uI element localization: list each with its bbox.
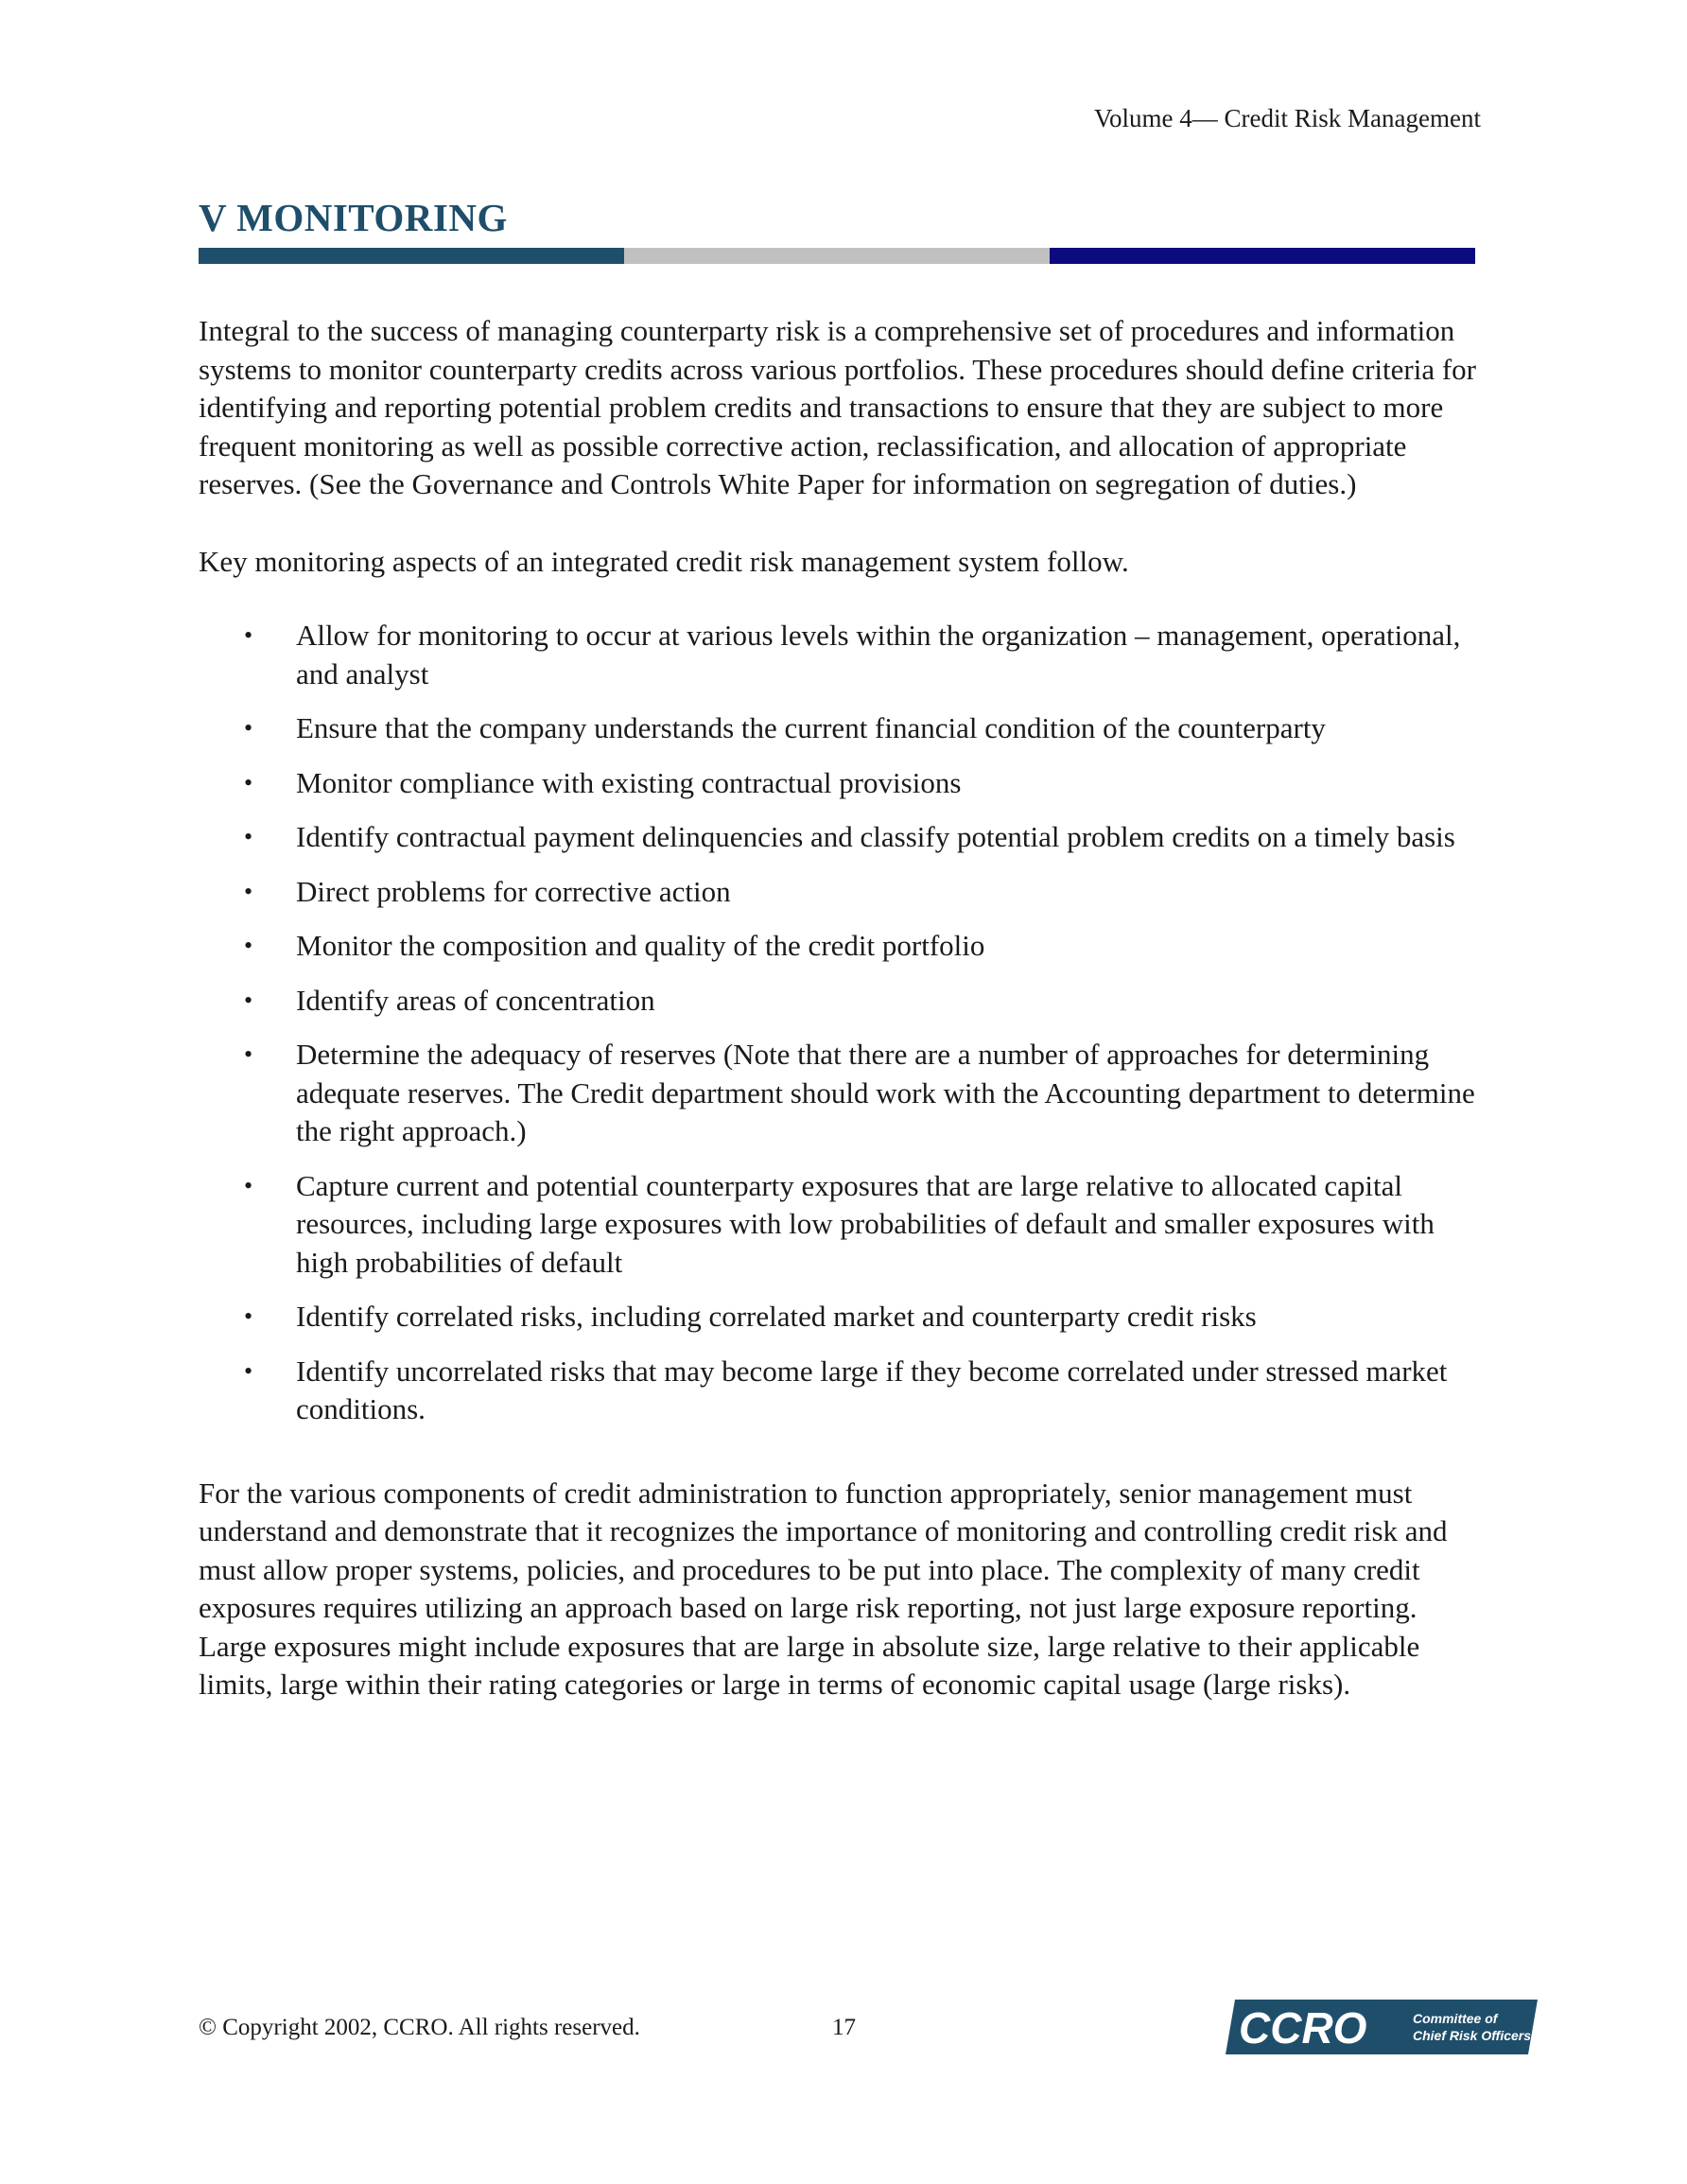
bullet-icon: • <box>244 1040 253 1068</box>
list-item-text: Identify correlated risks, including correlated market and counterparty credit risks <box>296 1300 1257 1333</box>
list-item <box>199 1036 1485 1151</box>
list-item <box>199 764 1485 803</box>
bullet-icon: • <box>244 823 253 850</box>
list-item-text: Monitor compliance with existing contractual provisions <box>296 765 962 799</box>
title-rule-middle-segment <box>624 248 1050 264</box>
bullet-icon: • <box>244 1171 253 1199</box>
bullet-icon: • <box>244 932 253 959</box>
list-item-text: Monitor the composition and quality of the credit portfolio <box>296 929 985 962</box>
list-item <box>199 617 1485 693</box>
bullet-icon: • <box>244 714 253 742</box>
footer-copyright: © Copyright 2002, CCRO. All rights reserved. <box>199 2015 640 2040</box>
section-title: V MONITORING <box>199 196 508 239</box>
logo-line-1: Committee of <box>1413 2011 1498 2026</box>
list-item <box>199 1298 1485 1337</box>
body-text <box>199 312 1485 1704</box>
page-number: 17 <box>832 2015 856 2040</box>
ccro-logo <box>1226 2000 1538 2054</box>
list-item <box>199 709 1485 748</box>
list-item-text: Direct problems for corrective action <box>296 874 731 908</box>
bullet-icon: • <box>244 1356 253 1385</box>
bullet-icon: • <box>244 768 253 796</box>
list-item-text: Determine the adequacy of reserves (Note that there are a number of approaches for determining adequate reserves. The Credit department should work with the Accounting department to determine the right approach.) <box>296 1038 1475 1147</box>
list-item-text: Identify contractual payment delinquencies and classify potential problem credits on a timely basis <box>296 820 1455 853</box>
list-item-text: Ensure that the company understands the current financial condition of the counterparty <box>296 711 1326 744</box>
bullet-icon: • <box>244 877 253 905</box>
list-item-text: Allow for monitoring to occur at various levels within the organization – management, operational, and analyst <box>296 619 1461 690</box>
title-rule-left-segment <box>199 248 624 264</box>
list-item <box>199 927 1485 966</box>
closing-paragraph: For the various components of credit administration to function appropriately, senior management must understand and demonstrate that it recognizes the importance of monitoring and controlling credit risk and must allow proper systems, policies, and procedures to be put into place. The complexity of many credit exposures requires utilizing an approach based on large risk reporting, not just large exposure reporting. Large exposures might include exposures that are large in absolute size, large relative to their applicable limits, large within their rating categories or large in terms of economic capital usage (large risks). <box>199 1476 1448 1701</box>
list-item <box>199 818 1485 857</box>
lead-paragraph: Key monitoring aspects of an integrated credit risk management system follow. <box>199 544 1129 578</box>
logo-mark: CCRO <box>1239 2003 1367 2053</box>
list-item-text: Identify areas of concentration <box>296 983 655 1017</box>
list-item <box>199 982 1485 1021</box>
title-rule <box>199 248 1475 264</box>
intro-paragraph: Integral to the success of managing counterparty risk is a comprehensive set of procedures and information systems to monitor counterparty credits across various portfolios. These procedures should define criteria for identifying and reporting potential problem credits and transactions to ensure that they are subject to more frequent monitoring as well as possible corrective action, reclassification, and allocation of appropriate reserves. (See the Governance and Controls White Paper for information on segregation of duties.) <box>199 314 1476 500</box>
list-item <box>199 1167 1485 1283</box>
list-item-text: Capture current and potential counterparty exposures that are large relative to allocated capital resources, including large exposures with low probabilities of default and smaller exposures with high probabilities of default <box>296 1168 1435 1279</box>
running-header: Volume 4— Credit Risk Management <box>1094 104 1481 132</box>
bullet-icon: • <box>244 621 253 649</box>
title-rule-right-segment <box>1050 248 1475 264</box>
logo-line-2: Chief Risk Officers <box>1413 2028 1532 2043</box>
bullet-icon: • <box>244 1302 253 1330</box>
monitoring-aspects-list <box>199 617 1485 1429</box>
list-item-text: Identify uncorrelated risks that may become large if they become correlated under stressed market conditions. <box>296 1354 1448 1425</box>
list-item <box>199 873 1485 912</box>
bullet-icon: • <box>244 986 253 1014</box>
list-item <box>199 1353 1485 1429</box>
